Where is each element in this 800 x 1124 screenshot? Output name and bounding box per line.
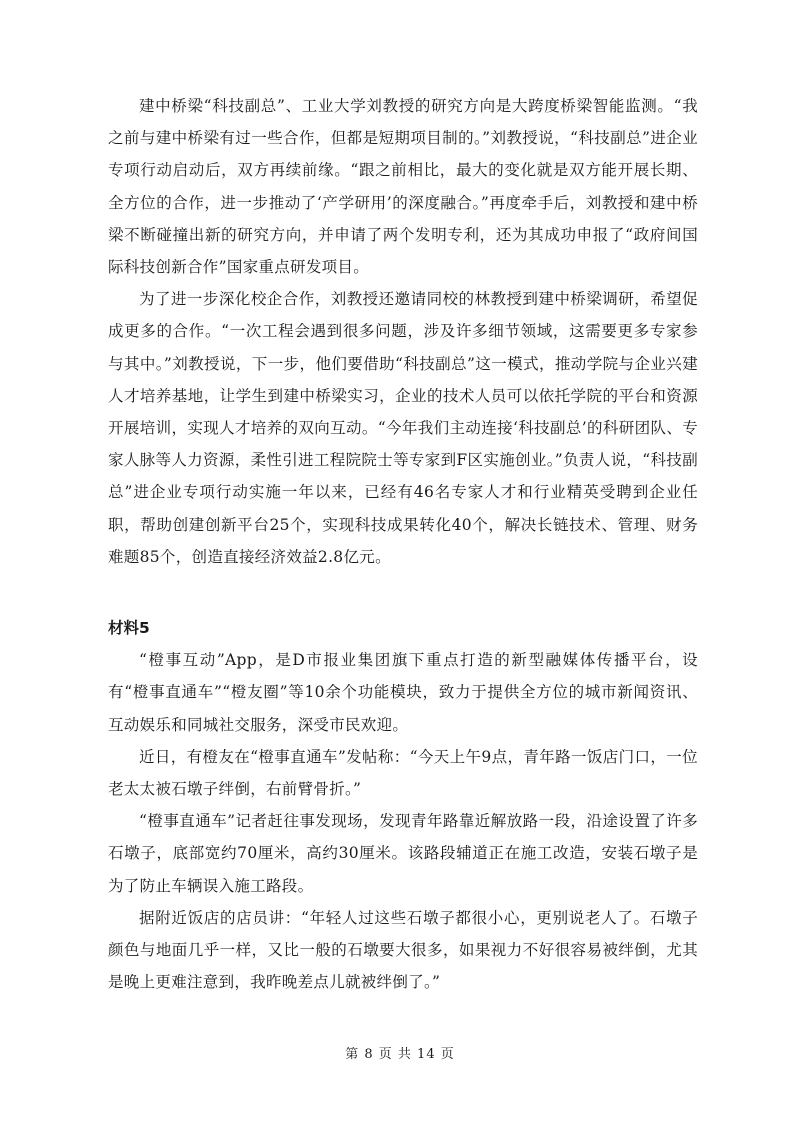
paragraph-reporter: “橙事直通车”记者赶往事发现场，发现青年路靠近解放路一段，沿途设置了许多石墩子，底部宽约70厘米，高约30厘米。该路段辅道正在施工改造，安装石墩子是为了防止车辆误入施工路段。 xyxy=(108,812,698,895)
material-heading: 材料5 xyxy=(108,619,150,638)
paragraph-bridge-cooperation: 建中桥梁“科技副总”、工业大学刘教授的研究方向是大跨度桥梁智能监测。“我之前与建中桥梁有过一些合作，但都是短期项目制的。”刘教授说，“科技副总”进企业专项行动启动后，双方再续前缘。“跟之前相比，最大的变化就是双方能开展长期、全方位的合作，进一步推动了‘产学研用’的深度融合。”再度牵手后，刘教授和建中桥梁不断碰撞出新的研究方向，并申请了两个发明专利，还为其成功申报了“政府间国际科技创新合作”国家重点研发项目。 xyxy=(108,97,698,277)
paragraph-clerk-quote: 据附近饭店的店员讲：“年轻人过这些石墩子都很小心，更别说老人了。石墩子颜色与地面几乎一样，又比一般的石墩要大很多，如果视力不好很容易被绊倒，尤其是晚上更难注意到，我昨晚差点儿就被绊倒了。” xyxy=(108,908,698,992)
document-body xyxy=(108,90,698,998)
paragraph-app-intro: “橙事互动”App，是D市报业集团旗下重点打造的新型融媒体传播平台，设有“橙事直通车”“橙友圈”等10余个功能模块，致力于提供全方位的城市新闻资讯、互动娱乐和同城社交服务，深受市民欢迎。 xyxy=(108,651,698,734)
page-number-footer: 第 8 页 共 14 页 xyxy=(345,1047,455,1062)
paragraph-school-enterprise: 为了进一步深化校企合作，刘教授还邀请同校的林教授到建中桥梁调研，希望促成更多的合作。“一次工程会遇到很多问题，涉及许多细节领域，这需要更多专家参与其中。”刘教授说，下一步，他们要借助“科技副总”这一模式，推动学院与企业兴建人才培养基地，让学生到建中桥梁实习，企业的技术人员可以依托学院的平台和资源开展培训，实现人才培养的双向互动。“今年我们主动连接‘科技副总’的科研团队、专家人脉等人力资源，柔性引进工程院院士等专家到F区实施创业。”负责人说，“科技副总”进企业专项行动实施一年以来，已经有46名专家人才和行业精英受聘到企业任职，帮助创建创新平台25个，实现科技成果转化40个，解决长链技术、管理、财务难题85个，创造直接经济效益2.8亿元。 xyxy=(108,290,698,566)
paragraph-post: 近日，有橙友在“橙事直通车”发帖称：“今天上午9点，青年路一饭店门口，一位老太太被石墩子绊倒，右前臂骨折。” xyxy=(108,747,698,799)
